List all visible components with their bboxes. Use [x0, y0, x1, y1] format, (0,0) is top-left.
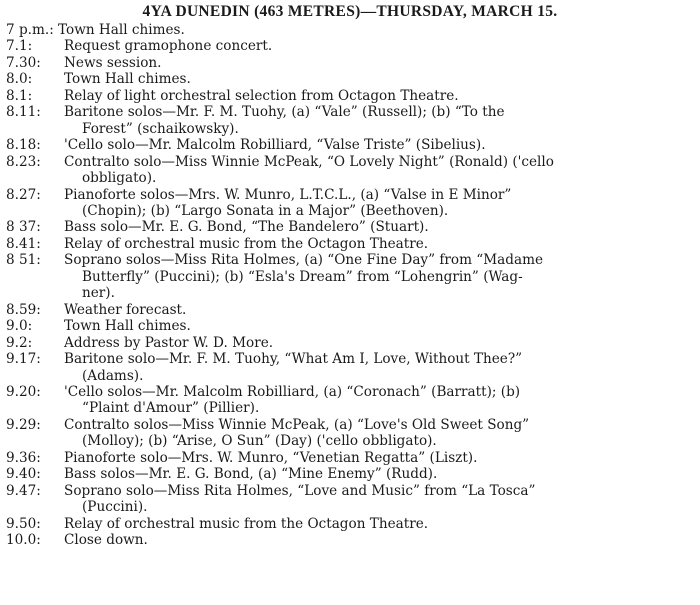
- entry-text: (Adams).: [82, 367, 144, 384]
- entry-text: Request gramophone concert.: [64, 38, 273, 55]
- programme-entry: [6, 55, 696, 71]
- entry-text: Address by Pastor W. D. More.: [64, 334, 274, 351]
- entry-text: Town Hall chimes.: [64, 318, 191, 335]
- programme-entry: [6, 450, 696, 466]
- entry-text: Weather forecast.: [64, 301, 187, 318]
- programme-list: [6, 22, 696, 549]
- entry-text: (Molloy); (b) “Arise, O Sun” (Day) ('cello obbligato).: [82, 433, 437, 450]
- programme-entry: [6, 236, 696, 252]
- entry-text: Pianoforte solos—Mrs. W. Munro, L.T.C.L., (a) “Valse in E Minor”: [64, 186, 512, 203]
- entry-text: Close down.: [64, 532, 148, 549]
- entry-time: 7.1:: [6, 38, 33, 55]
- programme-entry: [6, 466, 696, 482]
- programme-entry: [6, 88, 696, 104]
- entry-text: “Plaint d'Amour” (Pillier).: [82, 400, 260, 417]
- entry-time: 9.0:: [6, 318, 33, 335]
- entry-text: obbligato).: [82, 170, 157, 187]
- entry-text: Baritone solo—Mr. F. M. Tuohy, “What Am I, Love, Without Thee?”: [64, 351, 523, 368]
- programme-entry: [6, 104, 696, 137]
- entry-text: Contralto solo—Miss Winnie McPeak, “O Lovely Night” (Ronald) ('cello: [64, 153, 554, 170]
- programme-entry: [6, 137, 696, 153]
- programme-entry: [6, 483, 696, 516]
- entry-text: Relay of orchestral music from the Octagon Theatre.: [64, 235, 429, 252]
- entry-text: (Puccini).: [82, 499, 148, 516]
- programme-entry: [6, 516, 696, 532]
- programme-entry: [6, 38, 696, 54]
- entry-text: News session.: [64, 54, 162, 71]
- entry-time: 9.40:: [6, 466, 41, 483]
- entry-time: 9.47:: [6, 482, 41, 499]
- entry-time: 10.0:: [6, 532, 41, 549]
- entry-time: 8.59:: [6, 301, 41, 318]
- entry-text: Town Hall chimes.: [64, 71, 191, 88]
- entry-text: (Chopin); (b) “Largo Sonata in a Major” (Beethoven).: [82, 202, 449, 219]
- entry-time: 7 p.m.:: [6, 22, 54, 38]
- entry-time: 9.50:: [6, 515, 41, 532]
- entry-time: 8 37:: [6, 219, 41, 236]
- entry-time: 9.20:: [6, 383, 41, 400]
- page-title: 4YA DUNEDIN (463 METRES)—THURSDAY, MARCH 15.: [142, 3, 558, 20]
- entry-time: 8 51:: [6, 252, 41, 269]
- entry-time: 9.17:: [6, 351, 41, 368]
- entry-text: Bass solo—Mr. E. G. Bond, “The Bandelero” (Stuart).: [64, 219, 429, 236]
- programme-entry: [6, 154, 696, 187]
- entry-text: Soprano solo—Miss Rita Holmes, “Love and Music” from “La Tosca”: [64, 482, 536, 499]
- entry-time: 8.41:: [6, 235, 41, 252]
- programme-entry: [6, 219, 696, 235]
- programme-entry: [6, 252, 696, 301]
- programme-entry: [6, 417, 696, 450]
- entry-text: Butterfly” (Puccini); (b) “Esla's Dream” from “Lohengrin” (Wag-: [82, 268, 523, 285]
- programme-entry: [6, 71, 696, 87]
- entry-time: 8.1:: [6, 87, 33, 104]
- entry-text: Relay of orchestral music from the Octagon Theatre.: [64, 515, 429, 532]
- entry-text: Bass solos—Mr. E. G. Bond, (a) “Mine Enemy” (Rudd).: [64, 466, 438, 483]
- entry-text: Baritone solos—Mr. F. M. Tuohy, (a) “Vale” (Russell); (b) “To the: [64, 104, 505, 121]
- entry-text: Pianoforte solo—Mrs. W. Munro, “Venetian Regatta” (Liszt).: [64, 449, 478, 466]
- entry-text: Town Hall chimes.: [58, 22, 185, 38]
- entry-text: Relay of light orchestral selection from Octagon Theatre.: [64, 87, 459, 104]
- entry-time: 9.36:: [6, 449, 41, 466]
- entry-text: ner).: [82, 285, 115, 302]
- entry-time: 7.30:: [6, 54, 41, 71]
- entry-time: 8.27:: [6, 186, 41, 203]
- entry-time: 9.29:: [6, 416, 41, 433]
- programme-entry: [6, 187, 696, 220]
- entry-time: 8.0:: [6, 71, 33, 88]
- programme-entry: [6, 335, 696, 351]
- entry-text: 'Cello solo—Mr. Malcolm Robilliard, “Valse Triste” (Sibelius).: [64, 137, 486, 154]
- programme-entry: [6, 302, 696, 318]
- entry-time: 8.23:: [6, 153, 41, 170]
- entry-text: Contralto solos—Miss Winnie McPeak, (a) “Love's Old Sweet Song”: [64, 416, 530, 433]
- programme-entry: [6, 351, 696, 384]
- entry-text: 'Cello solos—Mr. Malcolm Robilliard, (a) “Coronach” (Barratt); (b): [64, 383, 521, 400]
- entry-time: 8.18:: [6, 137, 41, 154]
- entry-text: Forest” (schaikowsky).: [82, 120, 239, 137]
- programme-entry: [6, 22, 696, 38]
- entry-text: Soprano solos—Miss Rita Holmes, (a) “One Fine Day” from “Madame: [64, 252, 544, 269]
- programme-entry: [6, 318, 696, 334]
- programme-entry: [6, 384, 696, 417]
- entry-time: 9.2:: [6, 334, 33, 351]
- entry-time: 8.11:: [6, 104, 41, 121]
- programme-entry: [6, 532, 696, 548]
